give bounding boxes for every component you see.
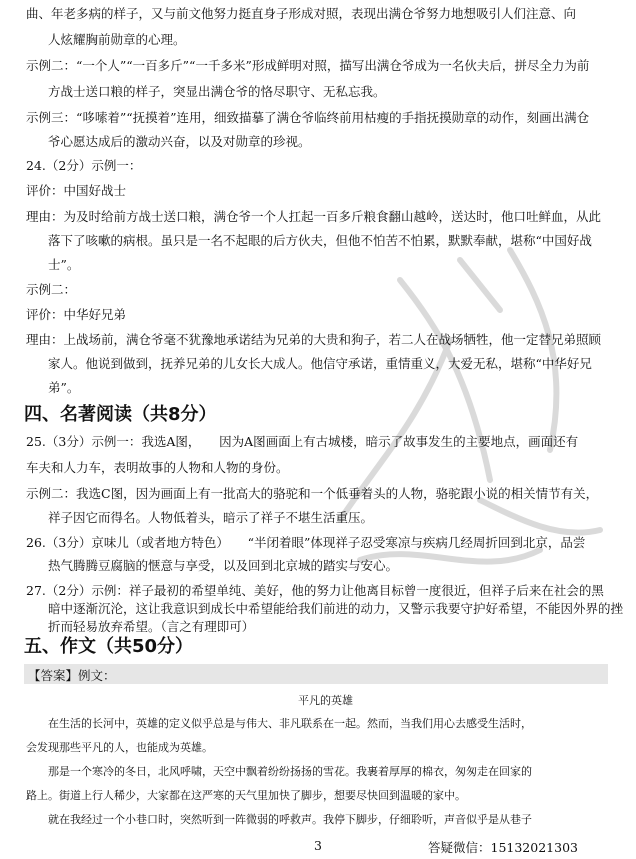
text-line: 26.（3分）京味儿（或者地方特色） “半闭着眼”体现祥子忍受寒凉与疾病几经周折回到北京，品尝 bbox=[26, 535, 586, 550]
text-line: 理由：上战场前，满仓爷毫不犹豫地承诺结为兄弟的大贵和狗子，若二人在战场牺牲，他一定替兄弟照顾 bbox=[26, 332, 602, 347]
text-line: 家人。他说到做到，抚养兄弟的儿女长大成人。他信守承诺，重情重义，大爱无私，堪称“中华好兄 bbox=[48, 356, 592, 371]
text-line: 评价：中华好兄弟 bbox=[26, 307, 127, 322]
text-line: 方战士送口粮的样子，突显出满仓爷的恪尽职守、无私忘我。 bbox=[48, 84, 386, 99]
text-line: 热气腾腾豆腐脑的惬意与享受，以及回到北京城的踏实与安心。 bbox=[48, 558, 399, 573]
essay-line: 就在我经过一个小巷口时，突然听到一阵微弱的呼救声。我停下脚步，仔细聆听，声音似乎是从巷子 bbox=[48, 813, 532, 826]
text-line: 27.（2分）示例：祥子最初的希望单纯、美好，他的努力让他离目标曾一度很近，但祥子后来在社会的黑 bbox=[26, 583, 604, 598]
text-line: 士”。 bbox=[48, 257, 80, 272]
text-line: 理由：为及时给前方战士送口粮，满仓爷一个人扛起一百多斤粮食翻山越岭，送达时，他口吐鲜血，从此 bbox=[26, 209, 602, 224]
text-line: 评价：中国好战士 bbox=[26, 183, 127, 198]
text-line: 示例二：“一个人”“一百多斤”“一千多米”形成鲜明对照，描写出满仓爷成为一名伙夫后，拼尽全力为前 bbox=[26, 58, 590, 73]
answer-bar bbox=[24, 664, 608, 684]
essay-line: 在生活的长河中，英雄的定义似乎总是与伟大、非凡联系在一起。然而，当我们用心去感受生活时， bbox=[48, 717, 532, 730]
section-heading: 五、作文（共50分） bbox=[24, 636, 194, 657]
text-line: 爷心愿达成后的激动兴奋，以及对勋章的珍视。 bbox=[48, 134, 311, 149]
essay-line: 会发现那些平凡的人，也能成为英雄。 bbox=[26, 741, 213, 754]
page-number: 3 bbox=[314, 838, 322, 853]
text-line: 示例二：我选C图，因为画面上有一批高大的骆驼和一个低垂着头的人物，骆驼跟小说的相关情节有关， bbox=[26, 486, 599, 501]
essay-line: 那是一个寒冷的冬日，北风呼啸，天空中飘着纷纷扬扬的雪花。我裹着厚厚的棉衣，匆匆走在回家的 bbox=[48, 765, 532, 778]
section-heading: 四、名著阅读（共8分） bbox=[24, 404, 217, 425]
essay-line: 路上。街道上行人稀少，大家都在这严寒的天气里加快了脚步，想要尽快回到温暖的家中。 bbox=[26, 789, 466, 802]
text-line: 曲、年老多病的样子，又与前文他努力挺直身子形成对照，表现出满仓爷努力地想吸引人们注意、向 bbox=[26, 6, 577, 21]
text-line: 示例二： bbox=[26, 282, 77, 297]
watermark-seal bbox=[300, 220, 620, 640]
text-line: 示例三：“哆嗦着”“抚摸着”连用，细致描摹了满仓爷临终前用枯瘦的手指抚摸勋章的动作，刻画出满仓 bbox=[26, 110, 590, 125]
contact-info: 答疑微信：15132021303 bbox=[428, 840, 578, 855]
text-line: 人炫耀胸前勋章的心理。 bbox=[48, 32, 186, 47]
text-line: 25.（3分）示例一：我选A图， 因为A图画面上有古城楼，暗示了故事发生的主要地点，画面还有 bbox=[26, 434, 579, 449]
text-line: 暗中逐渐沉沦，这让我意识到成长中希望能给我们前进的动力，又警示我要守护好希望，不能因外界的挫 bbox=[48, 601, 624, 616]
essay-title: 平凡的英雄 bbox=[298, 694, 353, 707]
question-number: 24.（2分）示例一： bbox=[26, 158, 142, 173]
text-line: 折而轻易放弃希望。（言之有理即可） bbox=[48, 619, 255, 634]
text-line: 祥子因它而得名。人物低着头，暗示了祥子不堪生活重压。 bbox=[48, 510, 374, 525]
text-line: 车夫和人力车，表明故事的人物和人物的身份。 bbox=[26, 460, 289, 475]
answer-label: 【答案】例文： bbox=[28, 668, 116, 683]
text-line: 落下了咳嗽的病根。虽只是一名不起眼的后方伙夫，但他不怕苦不怕累，默默奉献，堪称“中国好战 bbox=[48, 233, 592, 248]
text-line: 弟”。 bbox=[48, 380, 80, 395]
